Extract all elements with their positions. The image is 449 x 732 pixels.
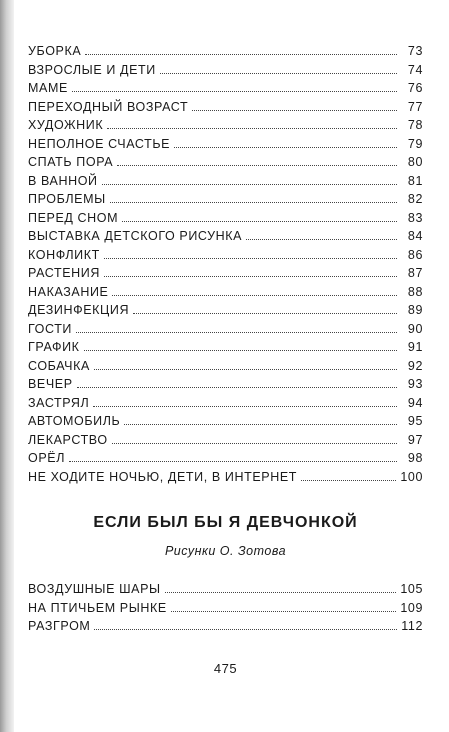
toc-entry — [28, 246, 423, 265]
toc-dot-leader — [117, 164, 397, 166]
toc-dot-leader — [301, 479, 396, 481]
toc-dot-leader — [112, 442, 397, 444]
toc-entry — [28, 227, 423, 246]
toc-dot-leader — [246, 238, 397, 240]
toc-entry — [28, 394, 423, 413]
toc-entry — [28, 431, 423, 450]
toc-dot-leader — [124, 423, 397, 425]
toc-entry-title: НАКАЗАНИЕ — [28, 284, 109, 299]
toc-dot-leader — [174, 146, 397, 148]
toc-entry-page: 81 — [407, 173, 423, 188]
toc-dot-leader — [160, 72, 397, 74]
toc-entry-page: 88 — [407, 284, 423, 299]
toc-dot-leader — [94, 368, 397, 370]
toc-dot-leader — [72, 90, 397, 92]
toc-entry-title: ДЕЗИНФЕКЦИЯ — [28, 303, 130, 317]
toc-entry — [28, 320, 423, 339]
toc-entry-page: 98 — [407, 451, 423, 465]
toc-dot-leader — [76, 331, 397, 333]
toc-entry-title: ГРАФИК — [28, 340, 80, 354]
toc-entry-title: РАСТЕНИЯ — [28, 266, 100, 280]
toc-dot-leader — [112, 294, 397, 296]
toc-entry-page: 109 — [400, 600, 423, 615]
toc-entry-page: 83 — [407, 210, 423, 225]
table-of-contents — [28, 42, 423, 486]
toc-dot-leader — [122, 220, 397, 222]
toc-entry — [28, 375, 423, 394]
toc-entry-page: 97 — [407, 432, 423, 447]
toc-dot-leader — [93, 405, 397, 407]
toc-entry-title: В ВАННОЙ — [28, 173, 98, 188]
toc-entry-page: 74 — [407, 62, 423, 77]
toc-dot-leader — [192, 109, 397, 111]
toc-dot-leader — [104, 257, 397, 259]
book-page — [28, 0, 423, 732]
toc-entry-page: 80 — [407, 155, 423, 169]
toc-entry-page: 73 — [407, 44, 423, 58]
toc-entry-title: УБОРКА — [28, 44, 82, 58]
toc-entry-page: 77 — [407, 99, 423, 114]
toc-entry — [28, 116, 423, 135]
toc-entry-title: НА ПТИЧЬЕМ РЫНКЕ — [28, 600, 167, 615]
toc-entry — [28, 468, 423, 487]
toc-dot-leader — [133, 312, 397, 314]
toc-entry — [28, 42, 423, 61]
page-number: 475 — [213, 661, 238, 676]
toc-entry-title: АВТОМОБИЛЬ — [28, 414, 121, 428]
toc-entry-page: 79 — [407, 136, 423, 151]
toc-entry — [28, 190, 423, 209]
toc-dot-leader — [104, 275, 397, 277]
toc-entry-title: КОНФЛИКТ — [28, 247, 100, 262]
toc-entry-page: 78 — [407, 118, 423, 132]
toc-entry — [28, 338, 423, 357]
toc-entry — [28, 283, 423, 302]
toc-entry-title: ОРЁЛ — [28, 451, 66, 465]
toc-entry-title: ЗАСТРЯЛ — [28, 395, 90, 410]
toc-entry-title: НЕ ХОДИТЕ НОЧЬЮ, ДЕТИ, В ИНТЕРНЕТ — [28, 469, 297, 484]
section-table-of-contents — [28, 580, 423, 636]
toc-entry-page: 94 — [407, 395, 423, 410]
toc-entry-title: ВОЗДУШНЫЕ ШАРЫ — [28, 582, 161, 596]
toc-dot-leader — [165, 591, 397, 593]
toc-entry-title: ЛЕКАРСТВО — [28, 432, 108, 447]
toc-entry-page: 82 — [407, 192, 423, 206]
toc-entry-page: 92 — [407, 358, 423, 373]
toc-entry — [28, 172, 423, 191]
toc-dot-leader — [102, 183, 397, 185]
toc-entry — [28, 61, 423, 80]
toc-entry-page: 87 — [407, 266, 423, 280]
toc-entry-page: 84 — [407, 229, 423, 243]
toc-entry-page: 91 — [407, 340, 423, 354]
toc-entry-title: ПЕРЕХОДНЫЙ ВОЗРАСТ — [28, 99, 189, 114]
toc-dot-leader — [171, 610, 396, 612]
toc-entry-page: 95 — [407, 414, 423, 428]
toc-entry-title: ПРОБЛЕМЫ — [28, 192, 106, 206]
toc-entry — [28, 79, 423, 98]
toc-dot-leader — [110, 201, 397, 203]
toc-dot-leader — [77, 386, 397, 388]
toc-dot-leader — [85, 53, 397, 55]
toc-entry-title: ГОСТИ — [28, 321, 73, 336]
toc-entry — [28, 599, 423, 618]
toc-entry-title: РАЗГРОМ — [28, 619, 91, 633]
toc-entry — [28, 153, 423, 172]
toc-entry-title: ПЕРЕД СНОМ — [28, 210, 119, 225]
toc-entry — [28, 357, 423, 376]
toc-entry — [28, 135, 423, 154]
toc-entry-title: ВЫСТАВКА ДЕТСКОГО РИСУНКА — [28, 229, 243, 243]
toc-dot-leader — [69, 460, 397, 462]
toc-entry — [28, 580, 423, 599]
toc-entry — [28, 264, 423, 283]
section-subtitle: Рисунки О. Зотова — [164, 544, 287, 558]
toc-dot-leader — [84, 349, 397, 351]
toc-dot-leader — [107, 127, 397, 129]
toc-entry-title: СПАТЬ ПОРА — [28, 155, 114, 169]
toc-entry-title: ХУДОЖНИК — [28, 118, 104, 132]
book-spine-shadow — [0, 0, 14, 732]
toc-entry-page: 105 — [400, 582, 423, 596]
toc-entry-page: 93 — [407, 377, 423, 391]
toc-entry-page: 112 — [401, 619, 423, 633]
toc-entry — [28, 98, 423, 117]
toc-entry — [28, 449, 423, 468]
toc-entry-page: 90 — [407, 321, 423, 336]
section-title: ЕСЛИ БЫЛ БЫ Я ДЕВЧОНКОЙ — [93, 514, 358, 531]
toc-dot-leader — [94, 628, 397, 630]
toc-entry-page: 89 — [407, 303, 423, 317]
toc-entry — [28, 617, 423, 636]
toc-entry-title: НЕПОЛНОЕ СЧАСТЬЕ — [28, 136, 171, 151]
toc-entry-title: ВЗРОСЛЫЕ И ДЕТИ — [28, 62, 156, 77]
toc-entry-title: ВЕЧЕР — [28, 377, 73, 391]
toc-entry — [28, 412, 423, 431]
toc-entry-page: 100 — [400, 469, 423, 484]
toc-entry — [28, 301, 423, 320]
toc-entry-page: 76 — [407, 81, 423, 95]
toc-entry-title: СОБАЧКА — [28, 358, 90, 373]
toc-entry — [28, 209, 423, 228]
toc-entry-page: 86 — [407, 247, 423, 262]
toc-entry-title: МАМЕ — [28, 81, 68, 95]
